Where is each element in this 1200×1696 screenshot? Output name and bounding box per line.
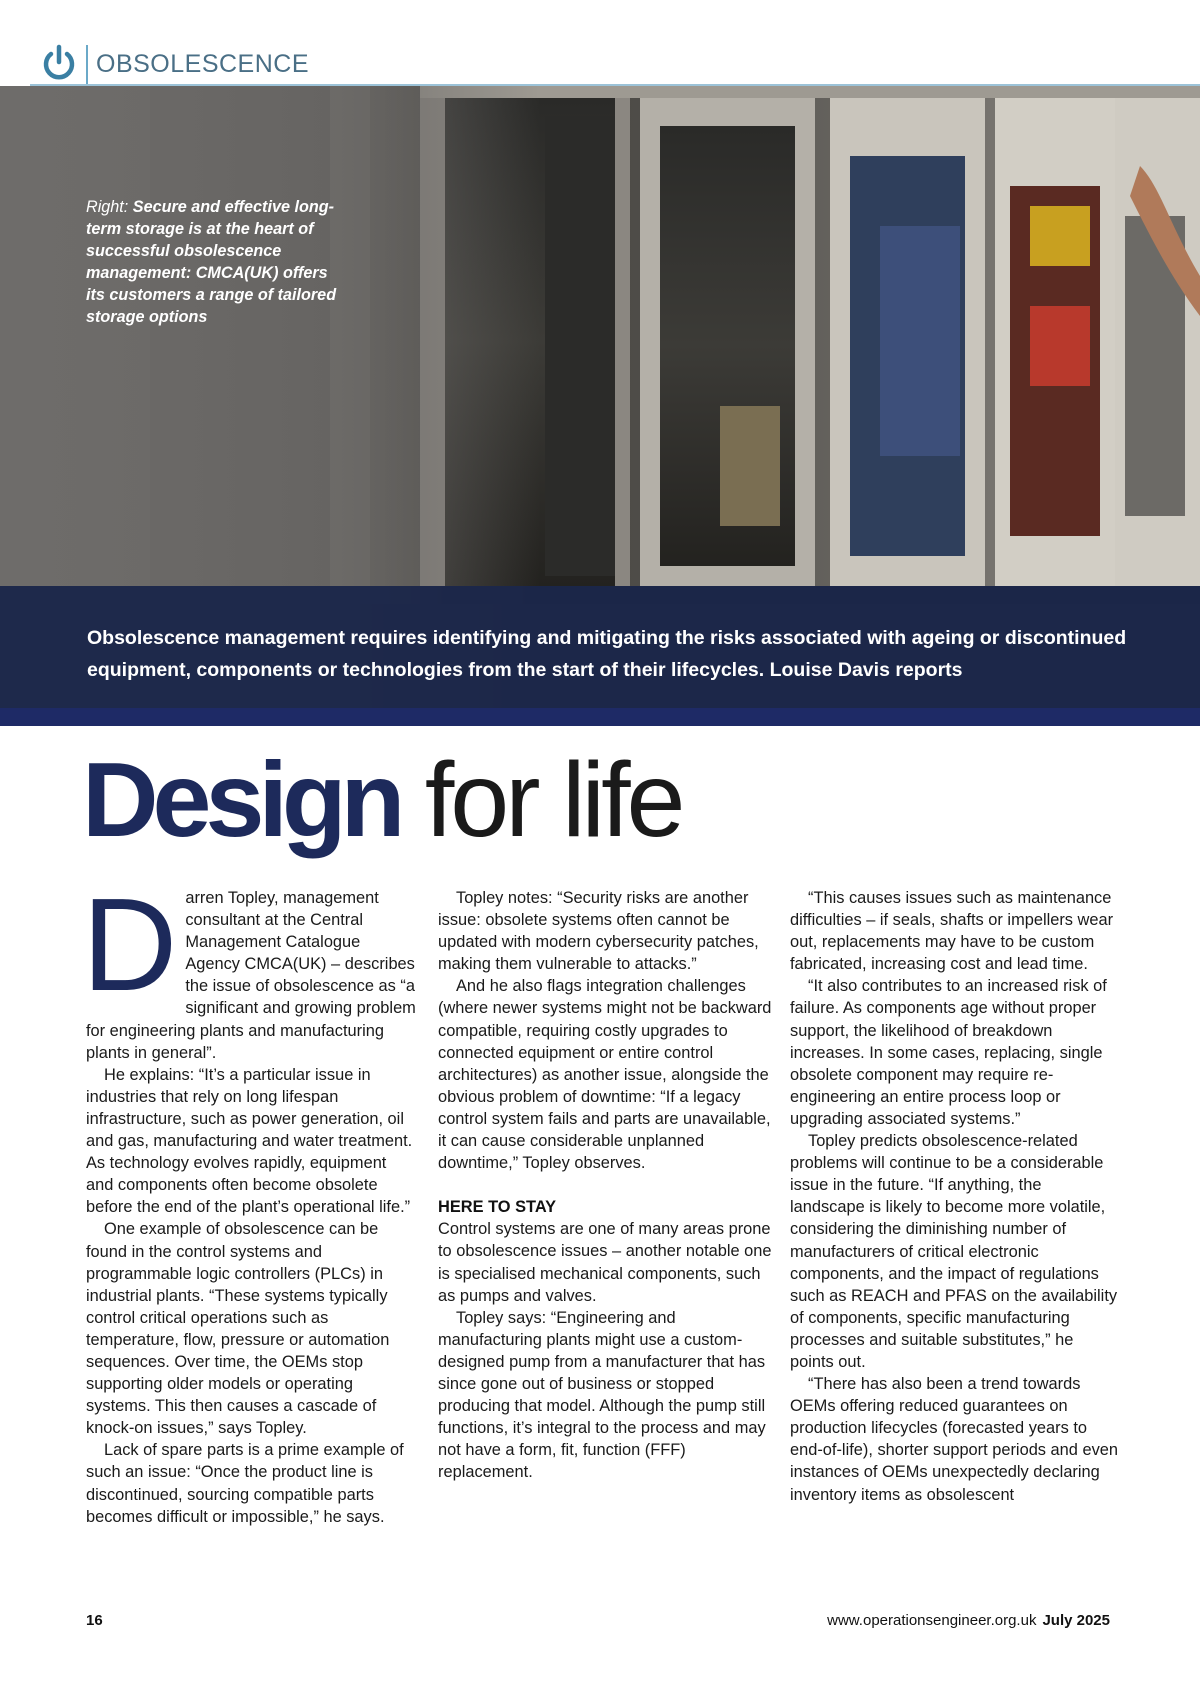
website-url: www.operationsengineer.org.uk [827, 1612, 1037, 1629]
paragraph: “There has also been a trend towards OEMs offering reduced guarantees on production lifecycles (forecasted years to end-of-life), shorter support periods and even instances of OEMs unexpectedly declaring inventory items as obsolescent [790, 1375, 1118, 1504]
issue-date: July 2025 [1042, 1612, 1110, 1629]
paragraph: He explains: “It’s a particular issue in industries that rely on long lifespan infrastructure, such as power generation, oil and gas, manufacturing and water treatment. As technology evolves rapidly, equipment and components often become obsolete before the end of the plant’s operational life.” [86, 1065, 413, 1217]
page-number: 16 [86, 1612, 103, 1629]
paragraph: Control systems are one of many areas prone to obsolescence issues – another notable one is specialised mechanical components, such as pumps and valves. [438, 1220, 772, 1305]
photo-caption [86, 196, 346, 328]
article-headline [82, 735, 682, 865]
paragraph [82, 871, 416, 1064]
paragraph: “This causes issues such as maintenance difficulties – if seals, shafts or impellers wear out, replacements may have to be custom fabricated, increasing cost and lead time. [790, 889, 1114, 974]
article-column-3 [790, 887, 1120, 1506]
paragraph: One example of obsolescence can be found in the control systems and programmable logic controllers (PLCs) in industrial plants. “These systems typically control critical operations such as temperature, flow, pressure or automation sequences. Over time, the OEMs stop supporting older models or operating systems. This then causes a cascade of knock-on issues,” says Topley. [86, 1220, 390, 1438]
paragraph: Topley predicts obsolescence-related problems will continue to be a considerable issue in the future. “If anything, the landscape is likely to become more volatile, considering the diminishing number of manufacturers of critical electronic components, and the impact of regulations such as REACH and PFAS on the availability of components, specific manufacturing processes and suitable substitutes,” he points out. [790, 1132, 1118, 1371]
paragraph-text: arren Topley, management consultant at the Central Management Catalogue Agency CMCA(UK) – describes the issue of obsolescence as “a significant and growing problem for engineering plants and manufacturing plants in general”. [86, 889, 416, 1062]
navy-divider-bar [0, 708, 1200, 726]
headline-light: for life [424, 741, 682, 859]
power-icon [42, 44, 76, 82]
caption-lead: Right: [86, 198, 129, 216]
paragraph: Lack of spare parts is a prime example of such an issue: “Once the product line is discontinued, sourcing compatible parts becomes difficult or impossible,” he says. [86, 1441, 404, 1526]
page-header [0, 0, 1200, 86]
paragraph: Topley says: “Engineering and manufacturing plants might use a custom-designed pump from a manufacturer that has since gone out of business or stopped producing that model. Although the pump still functions, it’s integral to the process and may not have a form, fit, function (FFF) replacement. [438, 1308, 766, 1482]
subheading: HERE TO STAY [438, 1198, 557, 1217]
paragraph: And he also flags integration challenges (where newer systems might not be backward compatible, requiring costly upgrades to connected equipment or entire control architectures) as another issue, alongside the obvious problem of downtime: “If a legacy control system fails and parts are unavailable, it can cause considerable unplanned downtime,” Topley observes. [438, 977, 772, 1173]
article-column-2 [438, 887, 772, 1483]
paragraph: Topley notes: “Security risks are another issue: obsolete systems often cannot be updated with modern cybersecurity patches, making them vulnerable to attacks.” [438, 889, 759, 974]
standfirst-text: Obsolescence management requires identifying and mitigating the risks associated with ageing or discontinued equipment, components or technologies from the start of their lifecycles. Louise Davis reports [87, 627, 1127, 681]
header-divider [86, 45, 88, 85]
footer-info [827, 1612, 1110, 1629]
standfirst-panel [0, 586, 1200, 708]
article-column-1 [82, 871, 416, 1528]
headline-bold: Design [82, 741, 400, 859]
section-title: OBSOLESCENCE [96, 50, 310, 78]
caption-text: Secure and effective long-term storage is at the heart of successful obsolescence management: CMCA(UK) offers its customers a range of tailored storage options [86, 198, 337, 326]
drop-cap: D [82, 871, 178, 1018]
paragraph: “It also contributes to an increased risk of failure. As components age without proper support, the likelihood of breakdown increases. In some cases, replacing, single obsolete component may require re-engineering an entire process loop or upgrading associated systems.” [790, 977, 1107, 1128]
